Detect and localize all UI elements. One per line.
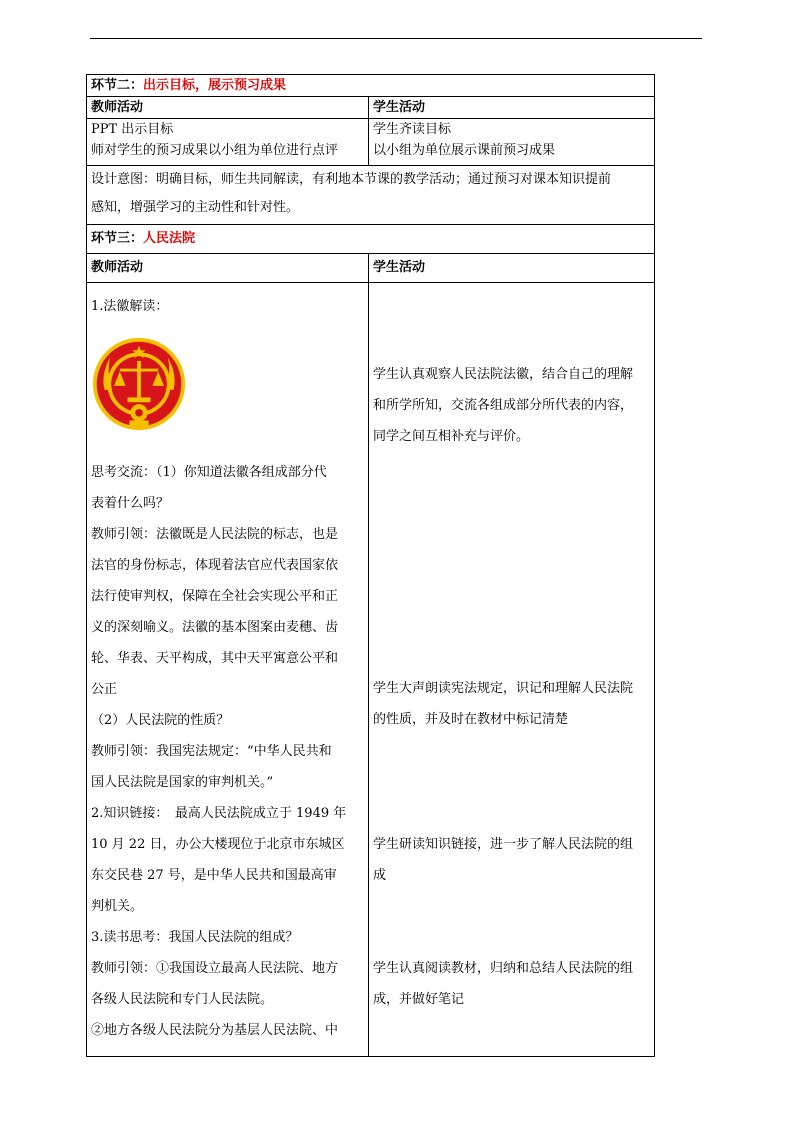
teacher-line: ②地方各级人民法院分为基层人民法院、中 (91, 1023, 339, 1038)
student-line: 的性质，并及时在教材中标记清楚 (373, 712, 569, 727)
design-intent-line: 设计意图：明确目标，师生共同解读，有利地本节课的教学活动；通过预习对课本知识提前 (91, 172, 612, 187)
section3-student-cell (369, 283, 655, 1057)
section2-header-row (87, 97, 655, 119)
section3-student-header: 学生活动 (369, 254, 655, 283)
student-line: 成 (373, 868, 387, 883)
section2-teacher-line: 师对学生的预习成果以小组为单位进行点评 (91, 143, 339, 158)
section2-student-cell (369, 119, 655, 166)
page-header-rule (90, 38, 702, 39)
student-block (373, 673, 649, 735)
section3-label: 环节三： (91, 231, 144, 246)
teacher-line: 义的深刻喻义。法徽的基本图案由麦穗、齿 (91, 620, 339, 635)
student-line: 学生认真观察人民法院法徽，结合自己的理解 (373, 367, 634, 382)
student-line: 学生大声朗读宪法规定，识记和理解人民法院 (373, 681, 634, 696)
section2-teacher-cell (87, 119, 369, 166)
student-line: 成，并做好笔记 (373, 992, 465, 1007)
section2-title-row (87, 75, 655, 97)
teacher-line: 表着什么吗？ (91, 496, 170, 511)
teacher-line: 东交民巷 27 号，是中华人民共和国最高审 (91, 868, 337, 883)
teacher-line: 法行使审判权，保障在全社会实现公平和正 (91, 589, 339, 604)
teacher-line: 2.知识链接： 最高人民法院成立于 1949 年 (91, 806, 347, 821)
section2-student-line: 以小组为单位展示课前预习成果 (373, 143, 556, 158)
teacher-line: （2）人民法院的性质？ (91, 713, 230, 728)
student-block (373, 953, 649, 1015)
teacher-line: 判机关。 (91, 899, 144, 914)
student-line: 同学之间互相补充与评价。 (373, 429, 530, 444)
section2-student-header: 学生活动 (369, 97, 655, 119)
teacher-intro: 1.法徽解读： (91, 299, 169, 314)
teacher-line: 教师引领：法徽既是人民法院的标志，也是 (91, 527, 339, 542)
section2-student-line: 学生齐读目标 (373, 122, 452, 137)
student-block (373, 829, 649, 891)
section2-label: 环节二： (91, 78, 144, 93)
student-line: 学生研读知识链接，进一步了解人民法院的组 (373, 837, 634, 852)
section3-teacher-cell (87, 283, 369, 1057)
section2-design-row (87, 166, 655, 225)
section2-teacher-header: 教师活动 (87, 97, 369, 119)
teacher-line: 10 月 22 日，办公大楼现位于北京市东城区 (91, 837, 345, 852)
section3-header-row (87, 254, 655, 283)
teacher-line: 轮、华表、天平构成，其中天平寓意公平和 (91, 651, 339, 666)
student-line: 学生认真阅读教材，归纳和总结人民法院的组 (373, 961, 634, 976)
section3-title-cell (87, 225, 655, 254)
section2-title-cell (87, 75, 655, 97)
section2-content-row (87, 119, 655, 166)
court-emblem-icon (91, 336, 187, 432)
section3-title-row (87, 225, 655, 254)
section3-teacher-header: 教师活动 (87, 254, 369, 283)
student-line: 和所学所知，交流各组成部分所代表的内容， (373, 398, 634, 413)
teacher-line: 各级人民法院和专门人民法院。 (91, 992, 274, 1007)
section2-design-cell (87, 166, 655, 225)
teacher-line: 公正 (91, 682, 118, 697)
design-intent-line: 感知，增强学习的主动性和针对性。 (91, 200, 300, 215)
section2-teacher-line: PPT 出示目标 (91, 122, 174, 137)
teacher-line: 国人民法院是国家的审判机关。” (91, 775, 274, 790)
section3-content-row (87, 283, 655, 1057)
teacher-line: 教师引领：①我国设立最高人民法院、地方 (91, 961, 339, 976)
lesson-plan-table (86, 74, 655, 1057)
teacher-line: 法官的身份标志，体现着法官应代表国家依 (91, 558, 339, 573)
teacher-line: 思考交流：（1）你知道法徽各组成部分代 (91, 465, 327, 480)
teacher-line: 教师引领：我国宪法规定：“中华人民共和 (91, 744, 332, 759)
section3-title: 人民法院 (143, 231, 196, 246)
student-block (373, 359, 649, 452)
section2-title: 出示目标，展示预习成果 (143, 78, 287, 93)
teacher-line: 3.读书思考：我国人民法院的组成？ (91, 930, 299, 945)
